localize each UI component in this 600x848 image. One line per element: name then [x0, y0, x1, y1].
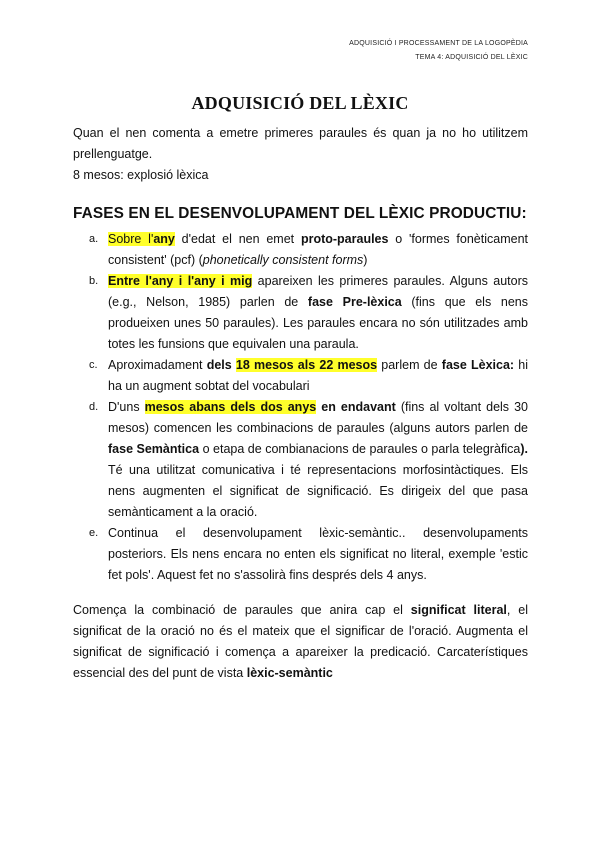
highlight	[108, 232, 175, 246]
list-item	[89, 229, 528, 271]
text-span: hi ha un augment sobtat del vocabulari	[108, 358, 529, 393]
section-heading: FASES EN EL DESENVOLUPAMENT DEL LÈXIC PRODUCTIU:	[73, 205, 527, 222]
intro-block	[73, 123, 528, 186]
text-span: , el significat de la oració no és el mateix que el significar de l'oració. Augmenta el significat de significació i comença a apareixer la predicació. Carcaterístiques essencial des del punt de vista	[73, 603, 528, 680]
text-span: (fins que els nens produeixen unes 50 paraules). Les paraules encara no són utilitzades amb totes les funsions que equivalen una paraula.	[108, 295, 528, 351]
text-span: (fins al voltant dels 30 mesos) comencen les combinacions de paraules (alguns autors parlen de	[108, 400, 528, 435]
text-span: )	[363, 253, 368, 267]
page-header	[349, 37, 528, 65]
intro-paragraph: Quan el nen comenta a emetre primeres paraules és quan ja no ho utilitzem prellenguatge.	[73, 126, 528, 161]
text-span: d'edat el nen emet	[174, 232, 301, 246]
text-span: parlem de	[377, 358, 442, 372]
list-marker: c.	[89, 359, 98, 371]
list-item	[89, 523, 528, 586]
bold-term: ).	[520, 442, 529, 456]
closing-paragraph	[73, 600, 528, 684]
text-span: o etapa de combianacions de paraules o parla telegràfica	[199, 442, 521, 456]
bold-term: dels	[206, 358, 236, 372]
highlight-bold: Entre l'any i l'any i mig	[108, 274, 253, 288]
header-topic: TEMA 4: ADQUISICIÓ DEL LÈXIC	[415, 54, 528, 61]
text-span: o 'formes fonèticament consistent' (pcf) (	[108, 232, 528, 267]
bold-term: significat literal	[410, 603, 507, 617]
list-marker: e.	[89, 527, 99, 539]
list-marker: d.	[89, 401, 99, 413]
text-span: Continua el desenvolupament lèxic-semàntic.. desenvolupaments posteriors. Els nens encara no enten els significat no literal, exemple 'estic fet pols'. Aquest fet no s'assolirà fins després dels 4 anys.	[108, 526, 528, 582]
phases-list	[89, 229, 529, 586]
bold-term: fase Semàntica	[108, 442, 200, 456]
intro-note: 8 mesos: explosió lèxica	[73, 168, 209, 182]
list-item	[89, 271, 528, 355]
highlight-bold: any	[153, 232, 175, 246]
text-span: Aproximadament	[108, 358, 207, 372]
bold-term: fase Lèxica:	[441, 358, 515, 372]
italic-term: phonetically consistent forms	[202, 253, 364, 267]
list-item	[89, 397, 529, 523]
text-span: apareixen les primeres paraules. Alguns autors (e.g., Nelson, 1985) parlen de	[108, 274, 528, 309]
list-marker: a.	[89, 233, 99, 245]
text-span: D'uns	[108, 400, 145, 414]
bold-term: fase Pre-lèxica	[307, 295, 402, 309]
highlight-bold: mesos abans dels dos anys	[144, 400, 317, 414]
bold-term: proto-paraules	[300, 232, 389, 246]
bold-term: lèxic-semàntic	[246, 666, 333, 680]
highlight-bold: 18 mesos als 22 mesos	[235, 358, 378, 372]
text-span: Té una utilitzat comunicativa i té representacions morfosintàctiques. Els nens augmenten el significat de significació. Es dirigeix del que pasa semànticament a la oració.	[108, 463, 528, 519]
list-item	[89, 355, 529, 397]
text-span: Comença la combinació de paraules que anira cap el	[73, 603, 411, 617]
header-course: ADQUISICIÓ I PROCESSAMENT DE LA LOGOPÈDIA	[349, 40, 528, 47]
highlight-text: Sobre l'	[108, 232, 154, 246]
list-marker: b.	[89, 275, 99, 287]
bold-term: en endavant	[316, 400, 396, 414]
page-title: ADQUISICIÓ DEL LÈXIC	[191, 93, 409, 113]
